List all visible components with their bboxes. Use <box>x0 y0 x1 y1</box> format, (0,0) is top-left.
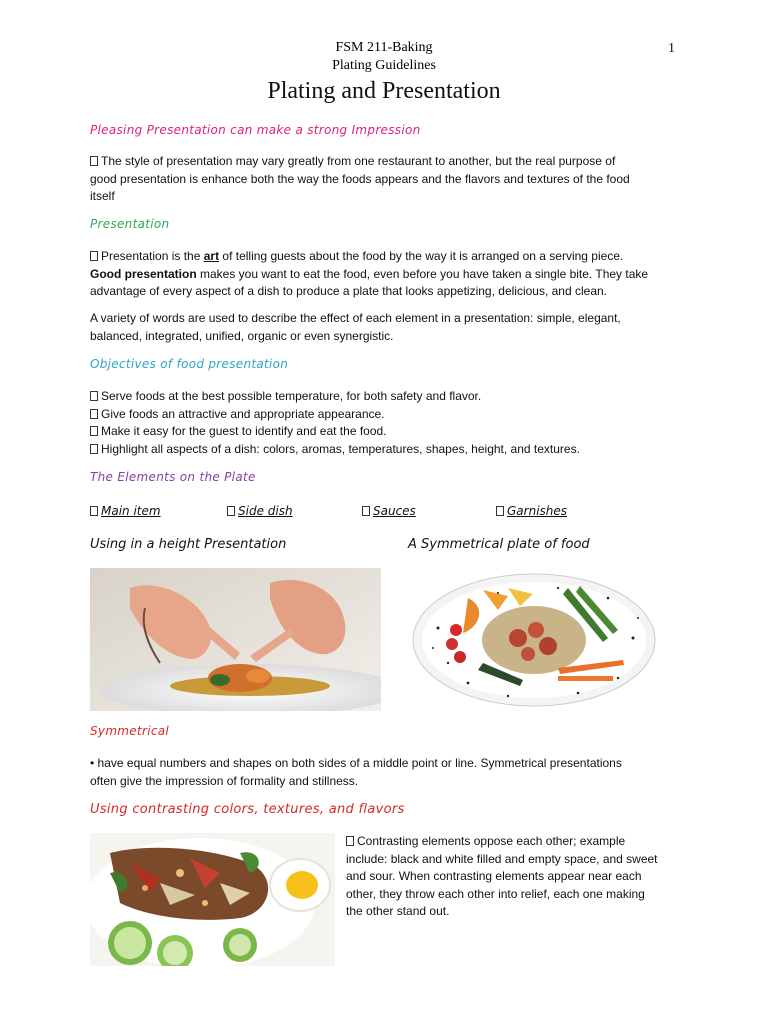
heading-objectives: Objectives of food presentation <box>90 357 289 371</box>
symmetrical-plate-photo <box>408 568 660 712</box>
element-main-item: Main item <box>90 504 161 518</box>
bullet-box-icon <box>90 391 98 401</box>
course-subtitle: Plating Guidelines <box>332 58 436 73</box>
bullet-box-icon <box>90 444 98 454</box>
paragraph-symmetrical: • have equal numbers and shapes on both sides of a middle point or line. Symmetrical presentations often give the impression of formality and stillness. <box>90 756 622 788</box>
paragraph-contrasting: Contrasting elements oppose each other; example include: black and white filled and empty space, and sweet and sour. When contrasting elements appear near each other, they throw each other into relief, each one making the other stand out. <box>346 834 658 918</box>
element-sauces: Sauces <box>362 504 416 518</box>
element-side-dish: Side dish <box>227 504 293 518</box>
bullet-box-icon <box>346 836 354 846</box>
plating-hands-photo <box>90 568 381 711</box>
salad-photo <box>90 833 335 966</box>
heading-presentation: Presentation <box>90 217 170 231</box>
paragraph-pleasing: The style of presentation may vary greatly from one restaurant to another, but the real purpose of good presentation is enhance both the way the foods appears and the flavors and textures of the food itself <box>90 154 630 203</box>
page-title: Plating and Presentation <box>267 78 501 104</box>
list-item: Serve foods at the best possible temperature, for both safety and flavor. <box>90 388 688 406</box>
list-item: Give foods an attractive and appropriate appearance. <box>90 406 688 424</box>
bullet-box-icon <box>496 506 504 516</box>
bullet-box-icon <box>90 156 98 166</box>
caption-height-presentation: Using in a height Presentation <box>90 537 287 552</box>
page-number: 1 <box>668 41 675 56</box>
heading-symmetrical: Symmetrical <box>90 724 170 738</box>
list-item: Highlight all aspects of a dish: colors, aromas, temperatures, shapes, height, and textures. <box>90 441 688 459</box>
element-garnishes: Garnishes <box>496 504 567 518</box>
bullet-box-icon <box>90 251 98 261</box>
bullet-box-icon <box>362 506 370 516</box>
bullet-box-icon <box>90 426 98 436</box>
bullet-box-icon <box>90 506 98 516</box>
bullet-box-icon <box>90 409 98 419</box>
objectives-list <box>90 388 688 458</box>
heading-pleasing: Pleasing Presentation can make a strong Impression <box>90 123 421 137</box>
heading-contrasting: Using contrasting colors, textures, and flavors <box>90 802 405 817</box>
list-item: Make it easy for the guest to identify and eat the food. <box>90 423 688 441</box>
course-title: FSM 211-Baking <box>335 40 433 55</box>
heading-elements: The Elements on the Plate <box>90 470 256 484</box>
caption-symmetrical-plate: A Symmetrical plate of food <box>408 537 590 552</box>
paragraph-variety: A variety of words are used to describe the effect of each element in a presentation: simple, elegant, balanced, integrated, unified, organic or even synergistic. <box>90 311 621 343</box>
paragraph-presentation: Presentation is the art of telling guests about the food by the way it is arranged on a serving piece. Good presentation makes you want to eat the food, even before you have taken a single bite. They take advantage of every aspect of a dish to produce a plate that looks appetizing, delicious, and clean. <box>90 249 649 298</box>
bullet-box-icon <box>227 506 235 516</box>
